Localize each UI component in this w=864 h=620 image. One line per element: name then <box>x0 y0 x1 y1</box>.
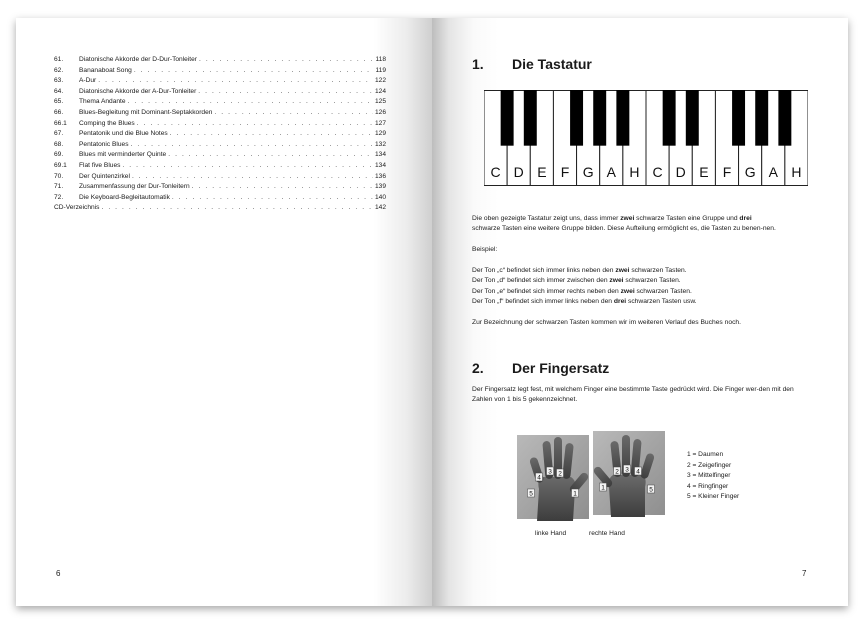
key-label: D <box>513 164 524 180</box>
caption-left-hand: linke Hand <box>535 530 567 537</box>
toc-entry-number: 62. <box>54 66 64 74</box>
toc-entry-title: Pentatonik und die Blue Notes <box>79 130 168 138</box>
finger-number: 2 <box>558 470 562 478</box>
key-label: A <box>768 164 778 180</box>
toc-entry <box>54 119 386 130</box>
toc-entry-number: 64. <box>54 87 64 95</box>
text-run: Der Ton „c“ befindet sich immer links neben den <box>472 267 616 274</box>
toc-entry-number: 69. <box>54 151 64 159</box>
toc-entry-page: 119 <box>375 66 386 74</box>
toc-entry-number: 63. <box>54 77 64 85</box>
finger-legend-item: 1 = Daumen <box>687 451 724 458</box>
toc-entry-page: 139 <box>374 183 386 191</box>
toc-dot-leader <box>98 76 373 87</box>
bold-word: zwei <box>609 277 624 285</box>
toc-entry-number: 72. <box>54 193 64 201</box>
toc-entry <box>54 108 386 119</box>
text-run: Die oben gezeigte Tastatur zeigt uns, dass immer <box>472 215 621 222</box>
book-spread <box>16 18 848 606</box>
toc-dot-leader <box>128 97 373 108</box>
finger-legend <box>687 450 739 503</box>
example-list <box>472 266 812 308</box>
table-of-contents <box>54 55 386 214</box>
key-label: C <box>490 164 501 180</box>
toc-dot-leader <box>131 140 373 151</box>
piano-keyboard-diagram <box>484 90 808 186</box>
key-label: E <box>699 164 709 180</box>
finger-number: 1 <box>601 484 605 492</box>
black-key <box>778 90 791 146</box>
example-line <box>472 297 812 307</box>
black-key <box>686 90 699 146</box>
text-run: Der Ton „f“ befindet sich immer links neben den <box>472 298 614 306</box>
section-title: Die Tastatur <box>512 56 592 72</box>
toc-entry <box>54 76 386 87</box>
finger-legend-item: 2 = Zeigefinger <box>687 461 732 469</box>
toc-entry-number: 61. <box>54 56 64 63</box>
key-label: C <box>652 164 663 180</box>
toc-entry-page: 132 <box>374 140 386 148</box>
finger-number: 3 <box>625 466 629 474</box>
toc-entry-title: Diatonische Akkorde der D-Dur-Tonleiter <box>79 56 198 63</box>
toc-dot-leader <box>101 203 373 214</box>
toc-dot-leader <box>199 55 373 66</box>
hands-photo <box>517 431 665 521</box>
example-line <box>472 276 812 286</box>
black-key <box>732 90 745 146</box>
bold-word: zwei <box>615 267 630 274</box>
toc-entry-page: 142 <box>374 204 386 212</box>
text-run: Der Ton „e“ befindet sich immer rechts neben den <box>472 287 621 295</box>
section-heading-fingering <box>472 360 609 376</box>
text-run: schwarzen Tasten. <box>634 287 692 295</box>
key-label: G <box>744 164 756 180</box>
finger-legend-item: 4 = Ringfinger <box>687 482 729 490</box>
section-heading-keyboard <box>472 56 592 72</box>
text-run: schwarze Tasten eine weitere Gruppe bilden. Diese Aufteilung ermöglicht es, die Tasten zu benen-nen. <box>472 225 776 233</box>
toc-entry-number: 66.1 <box>54 119 67 127</box>
toc-entry-title: Flat five Blues <box>79 161 121 169</box>
toc-entry-title: Die Keyboard-Begleitautomatik <box>79 193 170 201</box>
paragraph: Zur Bezeichnung der schwarzen Tasten kommen wir im weiteren Verlauf des Buches noch. <box>472 319 741 327</box>
toc-dot-leader <box>122 161 373 172</box>
toc-dot-leader <box>134 66 374 77</box>
toc-entry-number: 69.1 <box>54 161 67 169</box>
toc-dot-leader <box>214 108 373 119</box>
toc-entry <box>54 161 386 172</box>
toc-entry-page: 134 <box>374 161 386 169</box>
toc-entry <box>54 150 386 161</box>
toc-entry-page: 124 <box>374 87 386 95</box>
bold-word: zwei <box>620 215 635 222</box>
finger-legend-item: 3 = Mittelfinger <box>687 472 731 480</box>
toc-dot-leader <box>132 172 373 183</box>
toc-entry <box>54 66 386 77</box>
section-title: Der Fingersatz <box>512 360 610 376</box>
toc-entry-title: Diatonische Akkorde der A-Dur-Tonleiter <box>79 87 197 95</box>
bold-word: zwei <box>620 287 635 295</box>
toc-entry <box>54 129 386 140</box>
key-label: F <box>722 164 732 180</box>
key-label: D <box>675 164 686 180</box>
toc-entry <box>54 97 386 108</box>
toc-entry <box>54 140 386 151</box>
toc-entry-number: 67. <box>54 130 64 138</box>
toc-entry-title: Pentatonic Blues <box>79 140 129 148</box>
toc-entry-page: 129 <box>374 130 386 138</box>
key-label: H <box>629 164 640 180</box>
toc-entry-page: 140 <box>374 193 386 201</box>
toc-entry-title: Comping the Blues <box>79 119 135 127</box>
black-key <box>570 90 583 146</box>
toc-entry-number: 70. <box>54 172 64 180</box>
toc-entry <box>54 172 386 183</box>
finger-number: 2 <box>615 468 619 476</box>
toc-entry-title: Bananaboat Song <box>79 66 132 74</box>
example-line <box>472 287 812 297</box>
toc-entry-title: Der Quintenzirkel <box>79 172 130 180</box>
black-key <box>524 90 537 146</box>
toc-entry-title: Thema Andante <box>79 98 126 106</box>
finger-legend-item: 5 = Kleiner Finger <box>687 493 740 501</box>
black-key <box>501 90 514 146</box>
black-key <box>616 90 629 146</box>
toc-dot-leader <box>198 87 373 98</box>
toc-entry-title: Blues-Begleitung mit Dominant-Septakkorden <box>79 108 213 116</box>
toc-entry <box>54 193 386 204</box>
text-run: schwarzen Tasten. <box>623 277 681 285</box>
toc-dot-leader <box>137 119 373 130</box>
finger-number: 4 <box>537 474 541 482</box>
text-run: Der Ton „d“ befindet sich immer zwischen den <box>472 277 610 285</box>
finger-number: 1 <box>573 490 577 498</box>
text-run: schwarzen Tasten usw. <box>626 298 697 306</box>
toc-entry <box>54 87 386 98</box>
finger-number: 3 <box>548 468 552 476</box>
toc-entry-title: Zusammenfassung der Dur-Tonleitern <box>79 183 190 191</box>
text-run: schwarze Tasten eine Gruppe und <box>634 215 740 222</box>
finger-number: 5 <box>529 490 533 498</box>
section-number: 2. <box>472 360 484 376</box>
toc-entry-page: 136 <box>374 172 386 180</box>
toc-entry-page: 125 <box>374 98 386 106</box>
page-number-left: 6 <box>56 569 61 578</box>
toc-entry-title: Blues mit verminderter Quinte <box>79 151 167 159</box>
right-page <box>432 18 848 606</box>
toc-entry-page: 122 <box>374 77 386 85</box>
paragraph <box>472 214 812 235</box>
key-label: H <box>791 164 802 180</box>
toc-entry-number: 68. <box>54 140 64 148</box>
page-number-right: 7 <box>802 569 807 578</box>
toc-entry-number: 65. <box>54 98 64 106</box>
text-run: schwarzen Tasten. <box>629 267 687 274</box>
toc-entry-number: 66. <box>54 108 64 116</box>
example-label: Beispiel: <box>472 246 498 254</box>
toc-entry-title: CD-Verzeichnis <box>54 204 100 212</box>
example-line <box>472 266 812 276</box>
keyboard-explanation <box>472 214 812 328</box>
black-key <box>663 90 676 146</box>
toc-entry-page: 127 <box>374 119 386 127</box>
key-label: E <box>537 164 547 180</box>
toc-dot-leader <box>168 150 373 161</box>
toc-entry <box>54 55 386 66</box>
key-label: G <box>582 164 594 180</box>
fingering-explanation: Der Fingersatz legt fest, mit welchem Finger eine bestimmte Taste gedrückt wird. Die Finger wer-den mit den Zahlen von 1 bis 5 gekennzeichnet. <box>472 386 794 404</box>
toc-dot-leader <box>170 129 373 140</box>
bold-word: drei <box>613 298 627 306</box>
black-key <box>593 90 606 146</box>
toc-entry-page: 134 <box>374 151 386 159</box>
caption-right-hand: rechte Hand <box>589 530 625 537</box>
key-label: F <box>560 164 570 180</box>
toc-entry-page: 118 <box>375 56 386 63</box>
toc-dot-leader <box>172 193 373 204</box>
toc-entry <box>54 203 386 214</box>
black-key <box>755 90 768 146</box>
left-page <box>16 18 432 606</box>
toc-entry-number: 71. <box>54 183 64 191</box>
key-label: A <box>606 164 616 180</box>
toc-entry-page: 126 <box>374 108 386 116</box>
toc-dot-leader <box>192 182 373 193</box>
toc-entry-title: A-Dur <box>79 77 97 85</box>
bold-word: drei <box>739 215 752 222</box>
toc-entry <box>54 182 386 193</box>
section-number: 1. <box>472 56 484 72</box>
finger-number: 4 <box>636 468 640 476</box>
finger-number: 5 <box>649 486 653 494</box>
